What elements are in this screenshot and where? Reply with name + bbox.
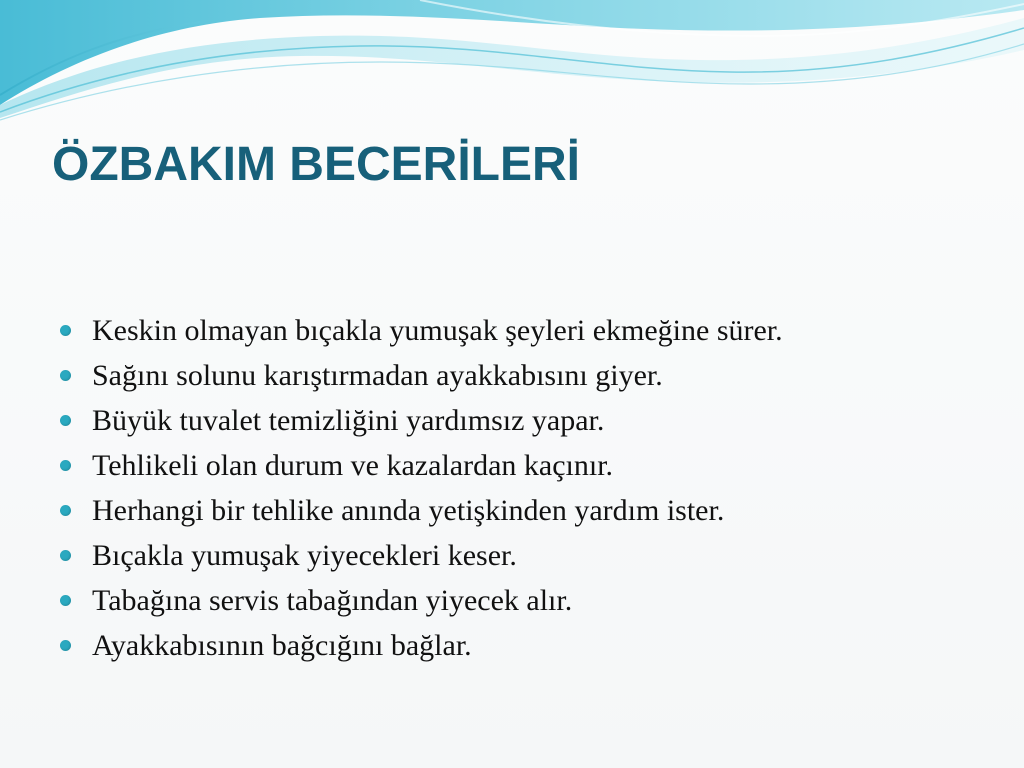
- bullet-icon: [60, 505, 71, 516]
- list-item: [60, 488, 1000, 533]
- slide-title: ÖZBAKIM BECERİLERİ: [52, 138, 580, 191]
- list-item: [60, 533, 1000, 578]
- bullet-text: Tabağına servis tabağından yiyecek alır.: [92, 584, 573, 617]
- bullet-text: Ayakkabısının bağcığını bağlar.: [92, 629, 472, 662]
- bullet-icon: [60, 595, 71, 606]
- bullet-text: Keskin olmayan bıçakla yumuşak şeyleri ekmeğine sürer.: [92, 314, 783, 347]
- list-item: [60, 308, 1000, 353]
- bullet-icon: [60, 325, 71, 336]
- list-item: [60, 398, 1000, 443]
- bullet-text: Büyük tuvalet temizliğini yardımsız yapar.: [92, 404, 605, 437]
- bullet-icon: [60, 640, 71, 651]
- bullet-icon: [60, 370, 71, 381]
- list-item: [60, 578, 1000, 623]
- bullet-text: Tehlikeli olan durum ve kazalardan kaçınır.: [92, 449, 614, 482]
- list-item: [60, 623, 1000, 668]
- wave-decoration: [0, 0, 1024, 130]
- list-item: [60, 443, 1000, 488]
- bullet-icon: [60, 550, 71, 561]
- bullet-icon: [60, 415, 71, 426]
- bullet-icon: [60, 460, 71, 471]
- bullet-text: Bıçakla yumuşak yiyecekleri keser.: [92, 539, 517, 572]
- list-item: [60, 353, 1000, 398]
- bullet-text: Sağını solunu karıştırmadan ayakkabısını giyer.: [92, 359, 663, 392]
- bullet-text: Herhangi bir tehlike anında yetişkinden yardım ister.: [92, 494, 725, 527]
- bullet-list: [60, 308, 1000, 668]
